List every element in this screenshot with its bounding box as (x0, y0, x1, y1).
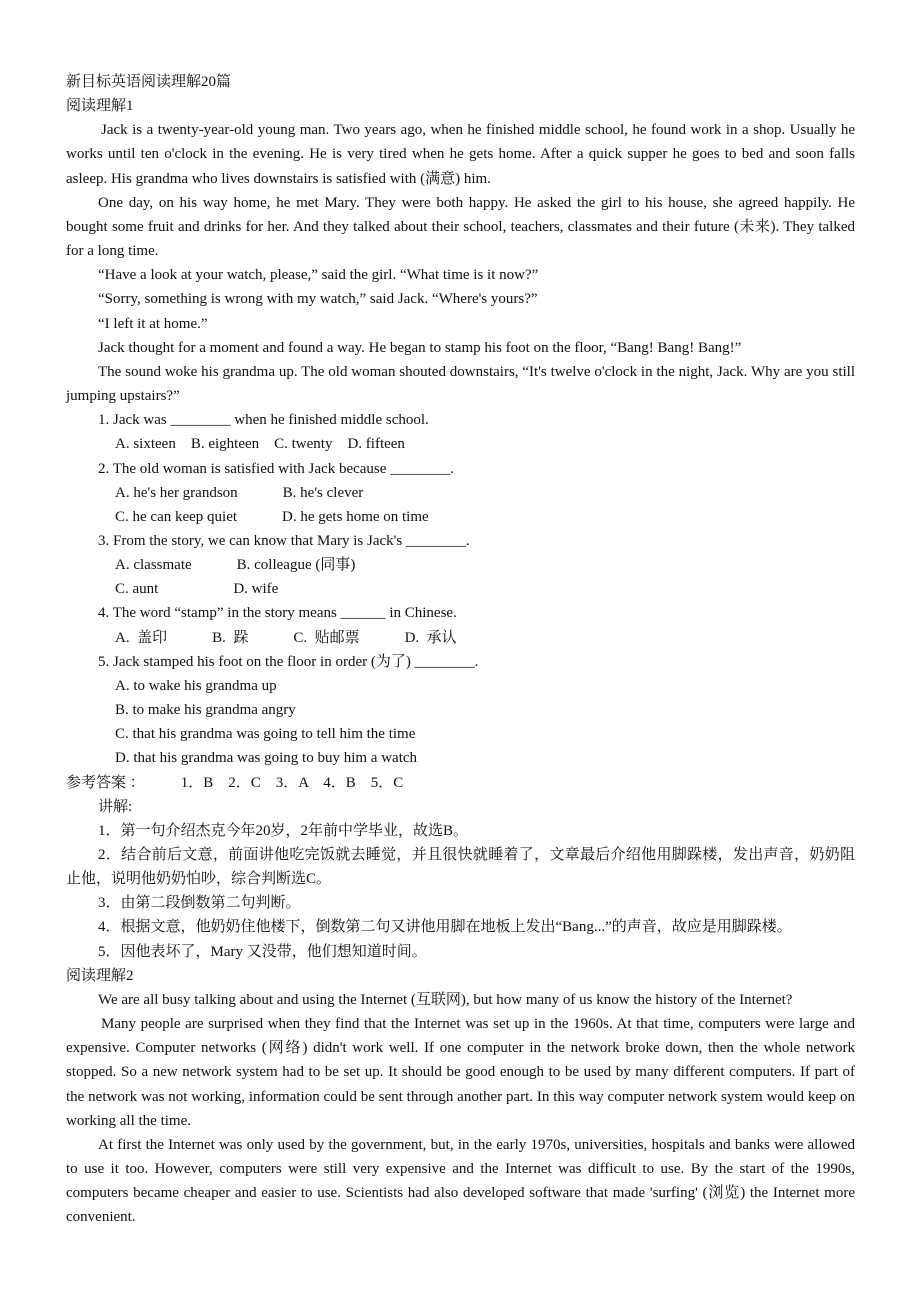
question-option: A. to wake his grandma up (115, 677, 277, 694)
question-option: C. that his grandma was going to tell him the time (115, 726, 416, 743)
question: 5. Jack stamped his foot on the floor in order (为了) ________. (98, 653, 479, 670)
document-page (66, 70, 855, 1230)
passage-1-dialogue: “Have a look at your watch, please,” said the girl. “What time is it now?” (98, 267, 539, 284)
question-options: C. he can keep quiet D. he gets home on time (115, 508, 429, 525)
passage-2-heading: 阅读理解2 (66, 967, 134, 984)
passage-1-paragraph: Jack is a twenty-year-old young man. Two years ago, when he finished middle school, he found work in a shop. Usually he works until ten o'clock in the evening. He is very tired when he gets home. After a quick supper he goes to bed and soon falls asleep. His grandma who lives downstairs is satisfied with (满意) him. (66, 122, 855, 187)
question-option: D. that his grandma was going to buy him a watch (115, 750, 418, 767)
passage-1-heading: 阅读理解1 (66, 98, 134, 115)
answer-label: 参考答案 ： (66, 774, 145, 791)
passage-2-paragraph: At first the Internet was only used by the government, but, in the early 1970s, universities, hospitals and banks were allowed to use it too. However, computers were still very expensive and the Internet was difficult to use. By the start of the 1990s, computers became cheaper and easier to use. Scientists had also developed software that made 'surfing' (浏览) the Internet more convenient. (66, 1136, 855, 1226)
passage-1-dialogue: “I left it at home.” (98, 315, 208, 332)
explanation: 1．第一句介绍杰克今年20岁，2年前中学毕业，故选B。 (98, 822, 469, 839)
passage-2-paragraph: We are all busy talking about and using the Internet (互联网), but how many of us know the history of the Internet? (98, 991, 793, 1008)
explanation: 3．由第二段倒数第二句判断。 (98, 895, 301, 912)
question-options: C. aunt D. wife (115, 581, 279, 598)
document-title: 新目标英语阅读理解20篇 (66, 74, 232, 90)
explanation: 2．结合前后文意，前面讲他吃完饭就去睡觉，并且很快就睡着了，文章最后介绍他用脚跺楼，发出声音，奶奶阻止他，说明他奶奶怕吵，综合判断选C。 (66, 847, 855, 888)
question-options: A. 盖印 B. 跺 C. 贴邮票 D. 承认 (115, 629, 457, 646)
answer-key (66, 771, 855, 795)
explanation: 4．根据文意，他奶奶住他楼下，倒数第二句又讲他用脚在地板上发出“Bang...”的声音，故应是用脚跺楼。 (98, 919, 792, 936)
question-option: B. to make his grandma angry (115, 702, 296, 719)
question: 2. The old woman is satisfied with Jack because ________. (98, 460, 454, 477)
question: 4. The word “stamp” in the story means ______ in Chinese. (98, 605, 457, 622)
question: 3. From the story, we can know that Mary is Jack's ________. (98, 532, 470, 549)
answer-values: 1．B 2．C 3．A 4．B 5．C (180, 774, 404, 791)
question: 1. Jack was ________ when he finished middle school. (98, 412, 429, 429)
explanation: 5．因他表坏了，Mary 又没带，他们想知道时间。 (98, 943, 427, 960)
passage-2-paragraph: Many people are surprised when they find that the Internet was set up in the 1960s. At that time, computers were large and expensive. Computer networks (网络) didn't work well. If one computer in the network broke down, then the whole network stopped. So a new network system had to be set up. It should be good enough to be used by many different computers. If part of the network was not working, information could be sent through another part. In this way computer network system would keep on working all the time. (66, 1016, 855, 1129)
passage-1-dialogue: “Sorry, something is wrong with my watch,” said Jack. “Where's yours?” (98, 291, 538, 308)
passage-1-paragraph: One day, on his way home, he met Mary. They were both happy. He asked the girl to his house, she agreed happily. He bought some fruit and drinks for her. And they talked about their school, teachers, classmates and their future (未来). They talked for a long time. (66, 194, 855, 260)
question-options: A. he's her grandson B. he's clever (115, 484, 364, 501)
explanation-label: 讲解: (98, 798, 133, 815)
passage-1-paragraph: Jack thought for a moment and found a way. He began to stamp his foot on the floor, “Bang! Bang! Bang!” (98, 339, 742, 356)
question-options: A. classmate B. colleague (同事) (115, 557, 356, 574)
question-options: A. sixteen B. eighteen C. twenty D. fifteen (115, 436, 405, 453)
passage-1-paragraph: The sound woke his grandma up. The old woman shouted downstairs, “It's twelve o'clock in the night, Jack. Why are you still jumping upstairs?” (66, 363, 855, 405)
